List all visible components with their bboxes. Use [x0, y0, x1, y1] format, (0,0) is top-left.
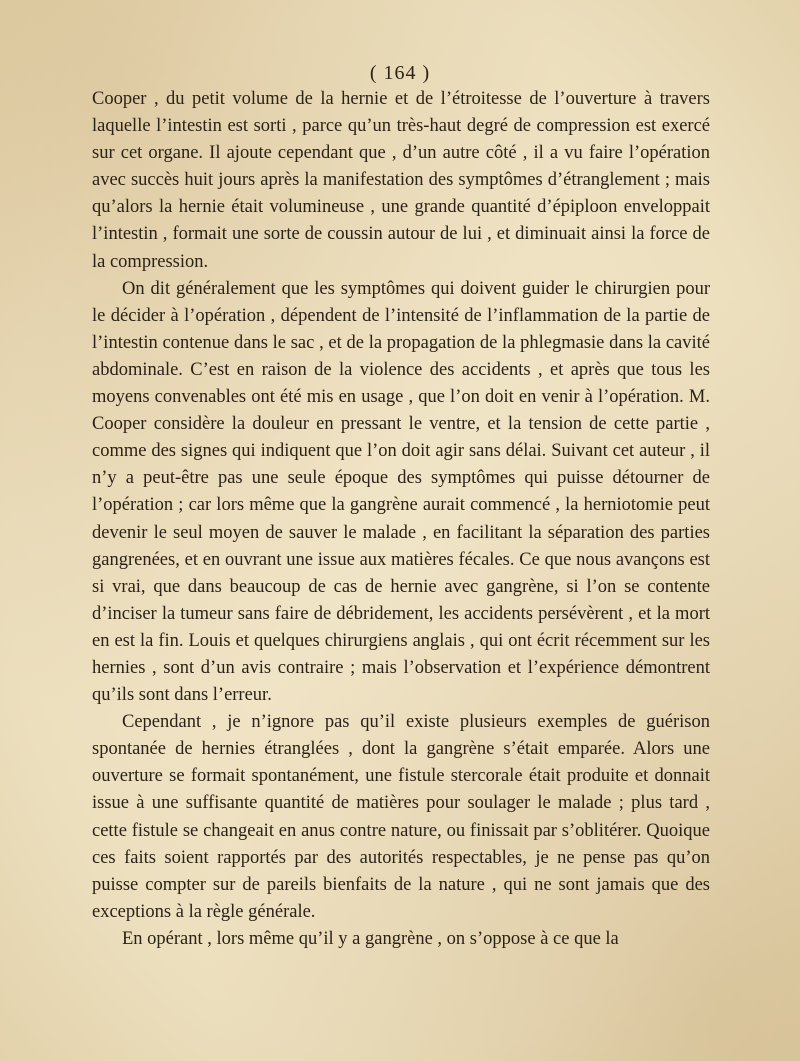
paragraph-continuation: Cooper , du petit volume de la hernie et de l’étroitesse de l’ouverture à travers laquelle l’intestin est sorti , parce qu’un très-haut degré de compression est exercé sur cet organe. Il ajoute cependant que , d’un autre côté , il a vu faire l’opération avec succès huit jours après la manifestation des symptômes d’étranglement ; mais qu’alors la hernie était volumineuse , une grande quantité d’épiploon enveloppait l’intestin , formait une sorte de coussin autour de lui , et diminuait ainsi la force de la compression.	[92, 89, 710, 272]
page-number: ( 164 )	[369, 62, 431, 84]
paragraph-spontaneous-healing: Cependant , je n’ignore pas qu’il existe plusieurs exemples de guérison spontanée de hernies étranglées , dont la gangrène s’était emparée. Alors une ouverture se formait spontanément, une fistule stercorale était produite et donnait issue à une suffisante quantité de matières pour soulager le malade ; plus tard , cette fistule se changeait en anus contre nature, ou finissait par s’oblitérer. Quoique ces faits soient rapportés par des autorités respectables, je ne pense pas qu’on puisse compter sur de pareils bienfaits de la nature , qui ne sont jamais que des exceptions à la règle générale.	[92, 712, 710, 922]
paragraph-symptoms: On dit généralement que les symptômes qui doivent guider le chirurgien pour le décider à l’opération , dépendent de l’intensité de l’inflammation de la partie de l’intestin contenue dans le sac , et de la propagation de la phlegmasie dans la cavité abdominale. C’est en raison de la violence des accidents , et après que tous les moyens convenables ont été mis en usage , que l’on doit en venir à l’opération. M. Cooper considère la douleur en pressant le ventre, et la tension de cette partie , comme des signes qui indiquent que l’on doit agir sans délai. Suivant cet auteur , il n’y a peut-être pas une seule époque des symptômes qui puisse détourner de l’opération ; car lors même que la gangrène aurait commencé , la herniotomie peut devenir le seul moyen de sauver le malade , en facilitant la séparation des parties gangrenées, et en ouvrant une issue aux matières fécales. Ce que nous avançons est si vrai, que dans beaucoup de cas de hernie avec gangrène, si l’on se contente d’inciser la tumeur sans faire de débridement, les accidents persévèrent , et la mort en est la fin. Louis et quelques chirurgiens anglais , qui ont écrit récemment sur les hernies , sont d’un avis contraire ; mais l’observation et l’expérience démontrent qu’ils sont dans l’erreur.	[92, 278, 710, 706]
body-text	[92, 86, 710, 953]
paragraph-operating: En opérant , lors même qu’il y a gangrène , on s’oppose à ce que la	[122, 928, 619, 949]
